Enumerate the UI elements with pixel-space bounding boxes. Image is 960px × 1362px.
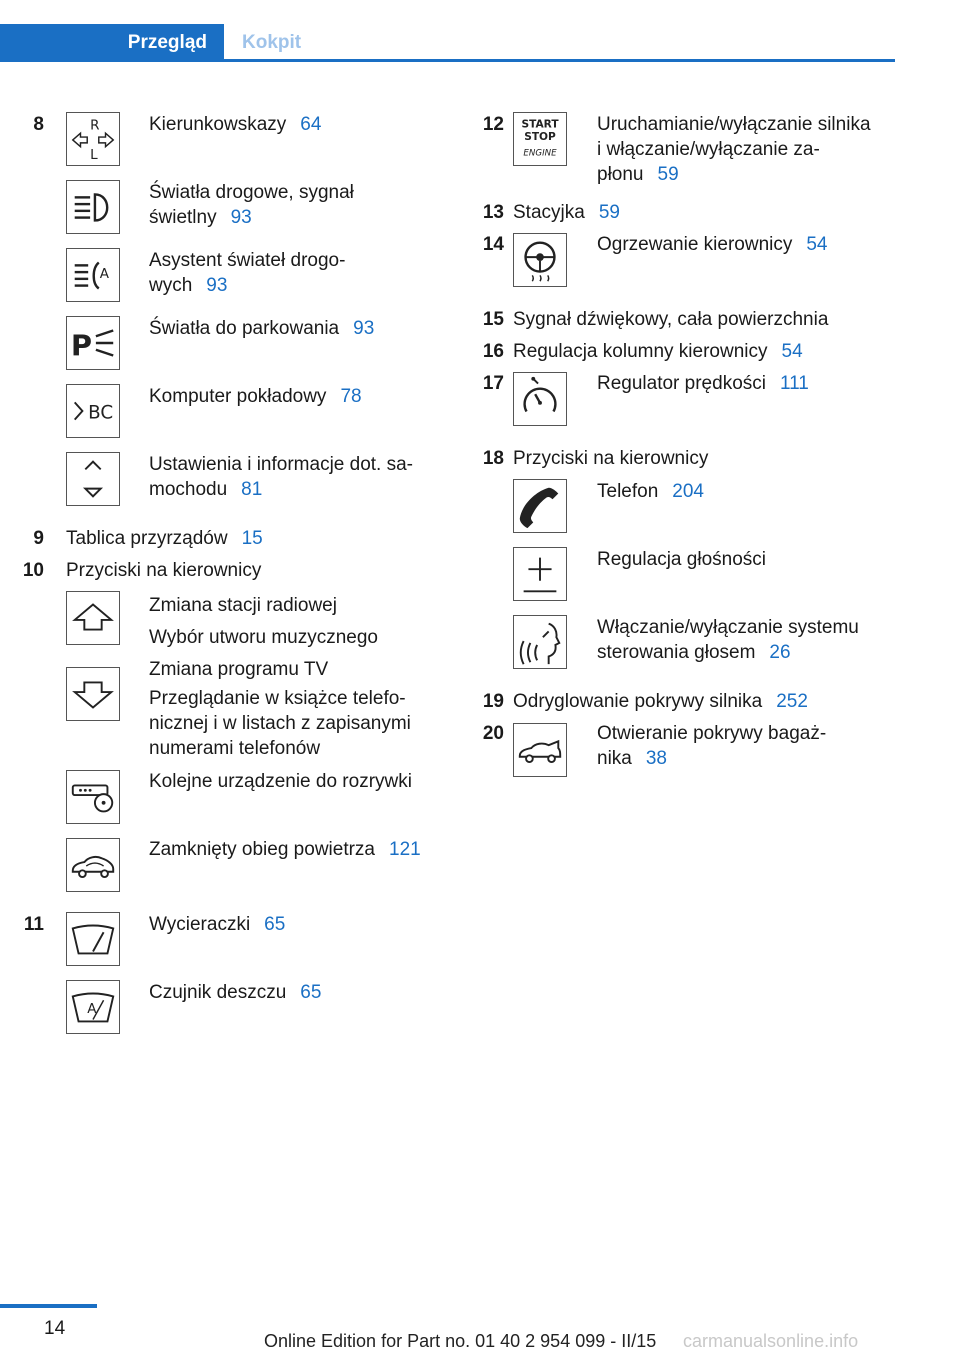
entry-ignition: Stacyjka 59 (513, 202, 620, 223)
page-ref[interactable]: 93 (353, 318, 375, 339)
vehicle-settings-icon (66, 452, 120, 506)
recirculation-icon (66, 838, 120, 892)
entry-recirculation: Zamknięty obieg powietrza 121 (149, 839, 421, 860)
entry-entertainment-source: Kolejne urządzenie do rozrywki (149, 771, 412, 792)
parking-lights-icon (66, 316, 120, 370)
svg-text:BC: BC (88, 402, 114, 424)
wiper-icon (66, 912, 120, 966)
item-number-18: 18 (482, 448, 504, 469)
footer-accent-bar (0, 1304, 97, 1308)
page-ref[interactable]: 65 (264, 914, 286, 935)
page-number: 14 (44, 1318, 66, 1339)
start-label: START (521, 118, 559, 131)
entry-voice-control: Włączanie/wyłączanie systemu sterowania głosem 26 (597, 617, 859, 663)
page-ref[interactable]: 54 (781, 341, 803, 362)
entertainment-source-icon (66, 770, 120, 824)
heated-steering-wheel-icon (513, 233, 567, 287)
entry-wipers: Wycieraczki 65 (149, 914, 286, 935)
item-number-10: 10 (22, 560, 44, 581)
svg-text:A: A (87, 1000, 97, 1017)
page-ref[interactable]: 252 (776, 691, 808, 712)
entry-start-stop: Uruchamianie/wyłączanie silnika i włączanie/wyłączanie za- płonu 59 (597, 114, 871, 185)
entry-steering-buttons-left: Przyciski na kierownicy (66, 560, 262, 581)
start-stop-engine-icon (513, 112, 567, 166)
page-ref[interactable]: 93 (230, 207, 252, 228)
page-ref[interactable]: 78 (340, 386, 362, 407)
item-number-17: 17 (482, 373, 504, 394)
entry-high-beam-assistant: Asystent świateł drogo- wych 93 (149, 250, 346, 296)
page-ref[interactable]: 54 (806, 234, 828, 255)
item-number-11: 11 (23, 914, 44, 935)
high-beam-assistant-icon (66, 248, 120, 302)
high-beam-icon (66, 180, 120, 234)
svg-text:R: R (90, 117, 100, 134)
entry-high-beam: Światła drogowe, sygnał świetlny 93 (149, 182, 354, 228)
onboard-computer-icon (66, 384, 120, 438)
rain-sensor-icon (66, 980, 120, 1034)
tab-przeglad[interactable]: Przegląd (0, 24, 224, 62)
arrow-down-icon (66, 667, 120, 721)
svg-text:P: P (70, 328, 93, 363)
voice-control-icon (513, 615, 567, 669)
entry-cruise-control: Regulator prędkości 111 (597, 373, 809, 394)
volume-icon (513, 547, 567, 601)
edition-text: Online Edition for Part no. 01 40 2 954 099 - II/15 (264, 1331, 657, 1351)
page-ref[interactable]: 38 (645, 748, 667, 769)
item-number-9: 9 (33, 528, 44, 549)
entry-tv-program: Zmiana programu TV Przeglądanie w książce telefo- nicznej i w listach z zapisanymi numerami telefonów (149, 659, 411, 759)
entry-rain-sensor: Czujnik deszczu 65 (149, 982, 322, 1003)
header-tabs (0, 24, 895, 62)
entry-trunk: Otwieranie pokrywy bagaż- nika 38 (597, 723, 827, 769)
item-number-16: 16 (482, 341, 504, 362)
entry-hood-release: Odryglowanie pokrywy silnika 252 (513, 691, 808, 712)
item-number-14: 14 (482, 234, 504, 255)
turn-signal-icon (66, 112, 120, 166)
tab-kokpit[interactable]: Kokpit (242, 32, 302, 53)
svg-text:A: A (99, 265, 109, 282)
entry-volume: Regulacja głośności (597, 549, 766, 570)
entry-parking-lights: Światła do parkowania 93 (149, 318, 375, 339)
page-ref[interactable]: 26 (769, 642, 791, 663)
item-number-19: 19 (482, 691, 504, 712)
entry-steering-buttons-right: Przyciski na kierownicy (513, 448, 709, 469)
engine-label: ENGINE (523, 148, 557, 159)
entry-heated-steering: Ogrzewanie kierownicy 54 (597, 234, 828, 255)
page-ref[interactable]: 93 (206, 275, 228, 296)
phone-icon (513, 479, 567, 533)
entry-vehicle-settings: Ustawienia i informacje dot. sa- mochodu 81 (149, 454, 413, 500)
svg-text:L: L (90, 147, 98, 164)
item-number-8: 8 (33, 114, 44, 135)
page-ref[interactable]: 65 (300, 982, 322, 1003)
item-number-15: 15 (482, 309, 504, 330)
item-number-12: 12 (482, 114, 504, 135)
cruise-control-icon (513, 372, 567, 426)
page-ref[interactable]: 111 (779, 373, 809, 394)
arrow-up-icon (66, 591, 120, 645)
entry-steering-column: Regulacja kolumny kierownicy 54 (513, 341, 803, 362)
header-rule (0, 59, 895, 62)
stop-label: STOP (524, 130, 556, 143)
page-ref[interactable]: 64 (300, 114, 322, 135)
item-number-20: 20 (482, 723, 504, 744)
page-ref[interactable]: 121 (389, 839, 421, 860)
entry-horn: Sygnał dźwiękowy, cała powierzchnia (513, 309, 829, 330)
trunk-open-icon (513, 723, 567, 777)
entry-next-station: Zmiana stacji radiowej Wybór utworu muzycznego (149, 595, 378, 648)
entry-instrument-cluster: Tablica przyrządów 15 (66, 528, 263, 549)
page-ref[interactable]: 204 (672, 481, 704, 502)
item-number-13: 13 (482, 202, 504, 223)
page-ref[interactable]: 15 (241, 528, 263, 549)
page-ref[interactable]: 59 (598, 202, 620, 223)
entry-onboard-computer: Komputer pokładowy 78 (149, 386, 362, 407)
watermark: carmanualsonline.info (683, 1331, 859, 1351)
page-ref[interactable]: 59 (657, 164, 679, 185)
entry-phone: Telefon 204 (597, 481, 704, 502)
page-ref[interactable]: 81 (241, 479, 263, 500)
entry-turn-signal: Kierunkowskazy 64 (149, 114, 322, 135)
